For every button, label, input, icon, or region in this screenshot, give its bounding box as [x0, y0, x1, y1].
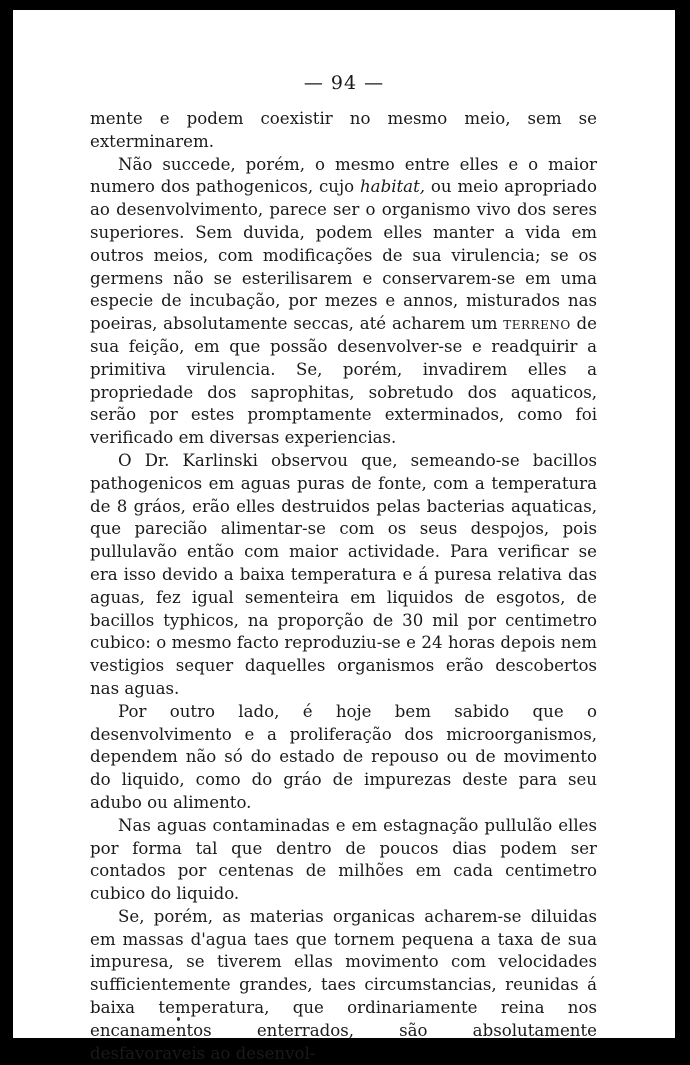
paragraph [90, 450, 597, 701]
ink-speck [177, 1017, 180, 1021]
page-number: — 94 — [303, 72, 385, 94]
text-run: mente e podem coexistir no mesmo meio, sem se exterminarem. [90, 109, 597, 151]
text-run: Por outro lado, é hoje bem sabido que o desenvolvimento e a proliferação dos microorganismos, dependem não só do estado de repouso ou de movimento do liquido, como do gráo de impurezas deste para seu adubo ou alimento. [90, 701, 597, 812]
body-text [90, 108, 597, 1065]
text-run: O Dr. Karlinski observou que, semeando-se bacillos pathogenicos em aguas puras de fonte, com a temperatura de 8 gráos, erão elles destruidos pelas bacterias aquaticas, que parecião alimentar-se com os seus despojos, pois pullulavão então com maior actividade. Para verificar se era isso devido a baixa temperatura e á puresa relativa das aguas, fez igual sementeira em liquidos de esgotos, de bacillos typhicos, na proporção de 30 mil por centimetro cubico: o mesmo facto reproduziu-se e 24 horas depois nem vestigios sequer daquelles organismos erão descobertos nas aguas. [90, 450, 597, 698]
text-run: ou meio apropriado ao desenvolvimento, parece ser o organismo vivo dos seres superiores. Sem duvida, podem elles manter a vida em outros meios, com modificações de sua virulencia; se os germens não se esterilisarem e conservarem-se em uma especie de incubação, por mezes e annos, misturados nas poeiras, absolutamente seccas, até acharem um [90, 177, 597, 334]
text-run: Nas aguas contaminadas e em estagnação pullulão elles por forma tal que dentro de poucos dias podem ser contados por centenas de milhões em cada centimetro cubico do liquido. [90, 815, 597, 904]
text-run: Se, porém, as materias organicas acharem-se diluidas em massas d'agua taes que tornem pequena a taxa de sua impuresa, se tiverem ellas movimento com velocidades sufficientemente grandes, taes circumstancias, reunidas á baixa temperatura, que ordinariamente reina nos encanamentos enterrados, são absolutamente desfavoraveis ao desenvol- [90, 906, 597, 1063]
paragraph [90, 154, 597, 450]
paragraph [90, 906, 597, 1065]
smallcaps-term: terreno [503, 314, 571, 334]
italic-term: habitat, [360, 177, 426, 197]
book-page [13, 10, 675, 1063]
text-run: Não succede, porém, o mesmo entre elles e o maior numero dos pathogenicos, cujo [90, 154, 597, 197]
paragraph [90, 815, 597, 906]
paragraph [90, 701, 597, 815]
paragraph [90, 108, 597, 154]
text-run: de sua feição, em que possão desenvolver-se e readquirir a primitiva virulencia. Se, porém, invadirem elles a propriedade dos saprophitas, sobretudo dos aquaticos, serão por estes promptamente exterminados, como foi verificado em diversas experiencias. [90, 314, 598, 448]
